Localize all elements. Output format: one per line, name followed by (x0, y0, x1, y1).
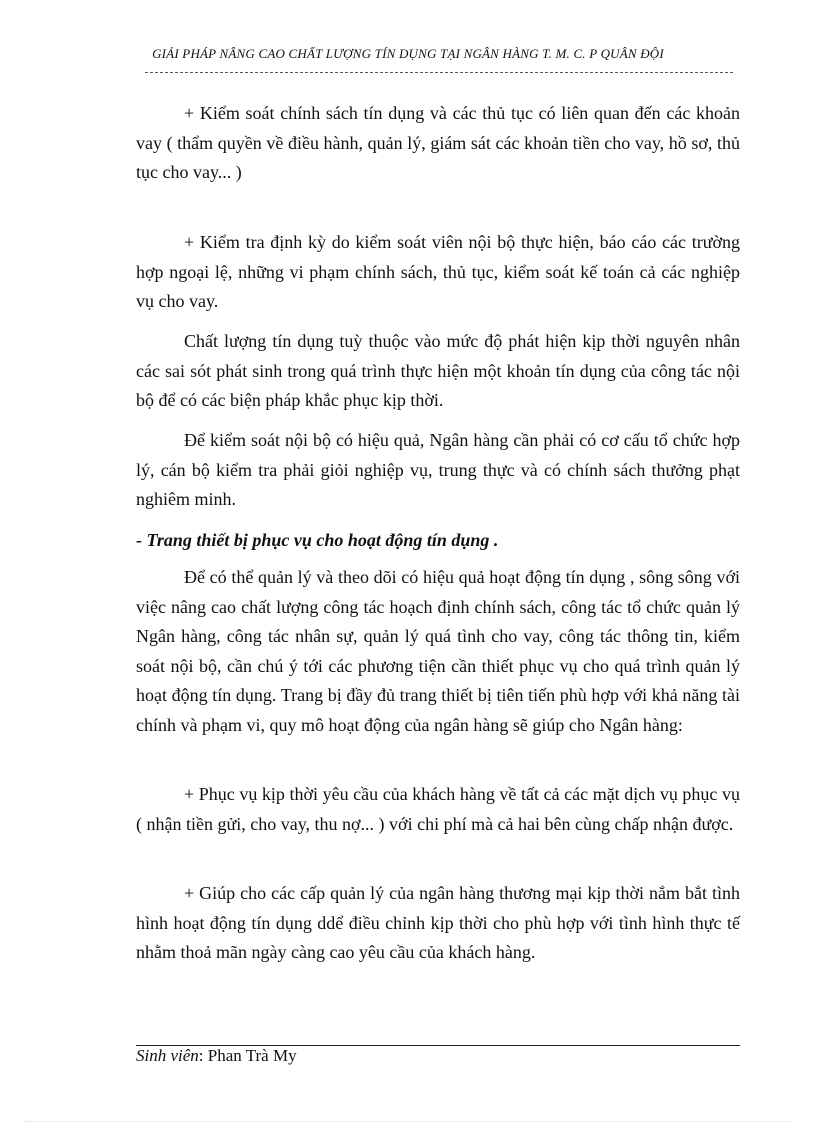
footer-student-name: : Phan Trà My (198, 1046, 297, 1065)
paragraph-text: + Kiểm tra định kỳ do kiểm soát viên nội bộ thực hiện, báo cáo các trường hợp ngoại lệ, những vi phạm chính sách, thủ tục, kiểm soát kế toán cả các nghiệp vụ cho vay. (136, 232, 740, 311)
paragraph-text: Để có thể quản lý và theo dõi có hiệu quả hoạt động tín dụng , sông sông với việc nâng cao chất lượng công tác hoạch định chính sách, công tác tổ chức quản lý Ngân hàng, công tác nhân sự, quản lý quá tình cho vay, công tác thông tin, kiểm soát nội bộ, cần chú ý tới các phương tiện cần thiết phục vụ cho quá trình quản lý hoạt động tín dụng. Trang bị đầy đủ trang thiết bị tiên tiến phù hợp với khả năng tài chính và phạm vi, quy mô hoạt động của ngân hàng sẽ giúp cho Ngân hàng: (136, 567, 740, 735)
paragraph-credit-policy-control (136, 99, 740, 188)
section-heading-equipment (136, 526, 740, 556)
page-footer (136, 1046, 297, 1066)
footer-label: Sinh viên (136, 1046, 199, 1065)
paragraph-text: + Phục vụ kịp thời yêu cầu của khách hàng về tất cả các mặt dịch vụ phục vụ ( nhận tiền gửi, cho vay, thu nợ... ) với chi phí mà cả hai bên cùng chấp nhận được. (136, 784, 740, 834)
paragraph-text: Chất lượng tín dụng tuỳ thuộc vào mức độ phát hiện kịp thời nguyên nhân các sai sót phát sinh trong quá trình thực hiện một khoản tín dụng của công tác nội bộ để có các biện pháp khắc phục kịp thời. (136, 331, 740, 410)
paragraph-customer-service (136, 780, 740, 839)
paragraph-text: + Kiểm soát chính sách tín dụng và các thủ tục có liên quan đến các khoản vay ( thẩm quyền về điều hành, quản lý, giám sát các khoản tiền cho vay, hồ sơ, thủ tục cho vay... ) (136, 103, 740, 182)
page-header-title: GIẢI PHÁP NÂNG CAO CHẤT LƯỢNG TÍN DỤNG TẠI NGÂN HÀNG T. M. C. P QUÂN ĐỘI (152, 46, 664, 61)
section-heading-text: - Trang thiết bị phục vụ cho hoạt động tín dụng . (136, 530, 499, 550)
header-divider (145, 72, 733, 73)
paragraph-text: Để kiểm soát nội bộ có hiệu quả, Ngân hàng cần phải có cơ cấu tổ chức hợp lý, cán bộ kiểm tra phải giỏi nghiệp vụ, trung thực và có chính sách thưởng phạt nghiêm minh. (136, 430, 740, 509)
paragraph-periodic-inspection (136, 228, 740, 317)
paragraph-credit-quality (136, 327, 740, 416)
paragraph-text: + Giúp cho các cấp quản lý của ngân hàng thương mại kịp thời nắm bắt tình hình hoạt động tín dụng ddể điều chỉnh kịp thời cho phù hợp với tình hình thực tế nhằm thoả mãn ngày càng cao yêu cầu của khách hàng. (136, 883, 740, 962)
paragraph-equipment-intro (136, 563, 740, 740)
paragraph-management-support (136, 879, 740, 968)
page-bottom-edge (24, 1121, 792, 1122)
paragraph-internal-control (136, 426, 740, 515)
